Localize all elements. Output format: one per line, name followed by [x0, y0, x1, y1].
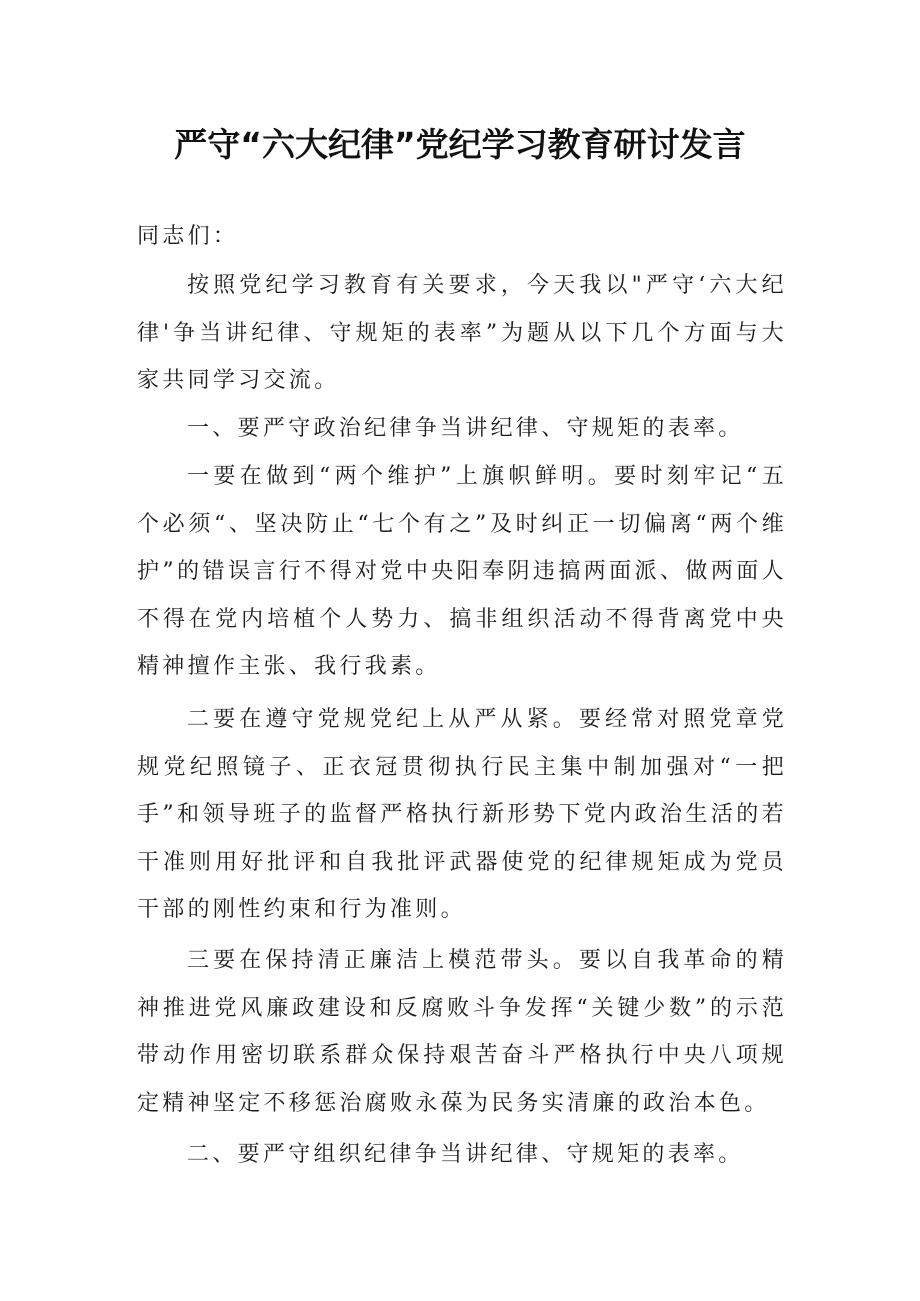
section-heading-organizational-discipline: 二、要严守组织纪律争当讲纪律、守规矩的表率。: [187, 1142, 744, 1167]
salutation: 同志们：: [137, 224, 239, 249]
paragraph-integrity: 三要在保持清正廉洁上模范带头。要以自我革命的精神推进党风廉政建设和反腐败斗争发挥“关键少数”的示范带动作用密切联系群众保持艰苦奋斗严格执行中央八项规定精神坚定不移惩治腐败永葆为民务实清廉的政治本色。: [137, 948, 787, 1116]
section-heading-political-discipline: 一、要严守政治纪律争当讲纪律、守规矩的表率。: [187, 416, 744, 441]
paragraph-party-rules: 二要在遵守党规党纪上从严从紧。要经常对照党章党规党纪照镜子、正衣冠贯彻执行民主集中制加强对“一把手”和领导班子的监督严格执行新形势下党内政治生活的若干准则用好批评和自我批评武器使党的纪律规矩成为党员干部的刚性约束和行为准则。: [137, 707, 787, 922]
paragraph-two-safeguards: 一要在做到“两个维护”上旗帜鲜明。要时刻牢记“五个必须“、坚决防止“七个有之”及时纠正一切偏离“两个维护”的错误言行不得对党中央阳奉阴违搞两面派、做两面人不得在党内培植个人势力、搞非组织活动不得背离党中央精神擅作主张、我行我素。: [137, 464, 787, 679]
document-title: 严守“六大纪律”党纪学习教育研讨发言: [174, 125, 746, 164]
paragraph-intro: 按照党纪学习教育有关要求，今天我以"严守‘六大纪律'争当讲纪律、守规矩的表率”为题从以下几个方面与大家共同学习交流。: [137, 273, 787, 393]
